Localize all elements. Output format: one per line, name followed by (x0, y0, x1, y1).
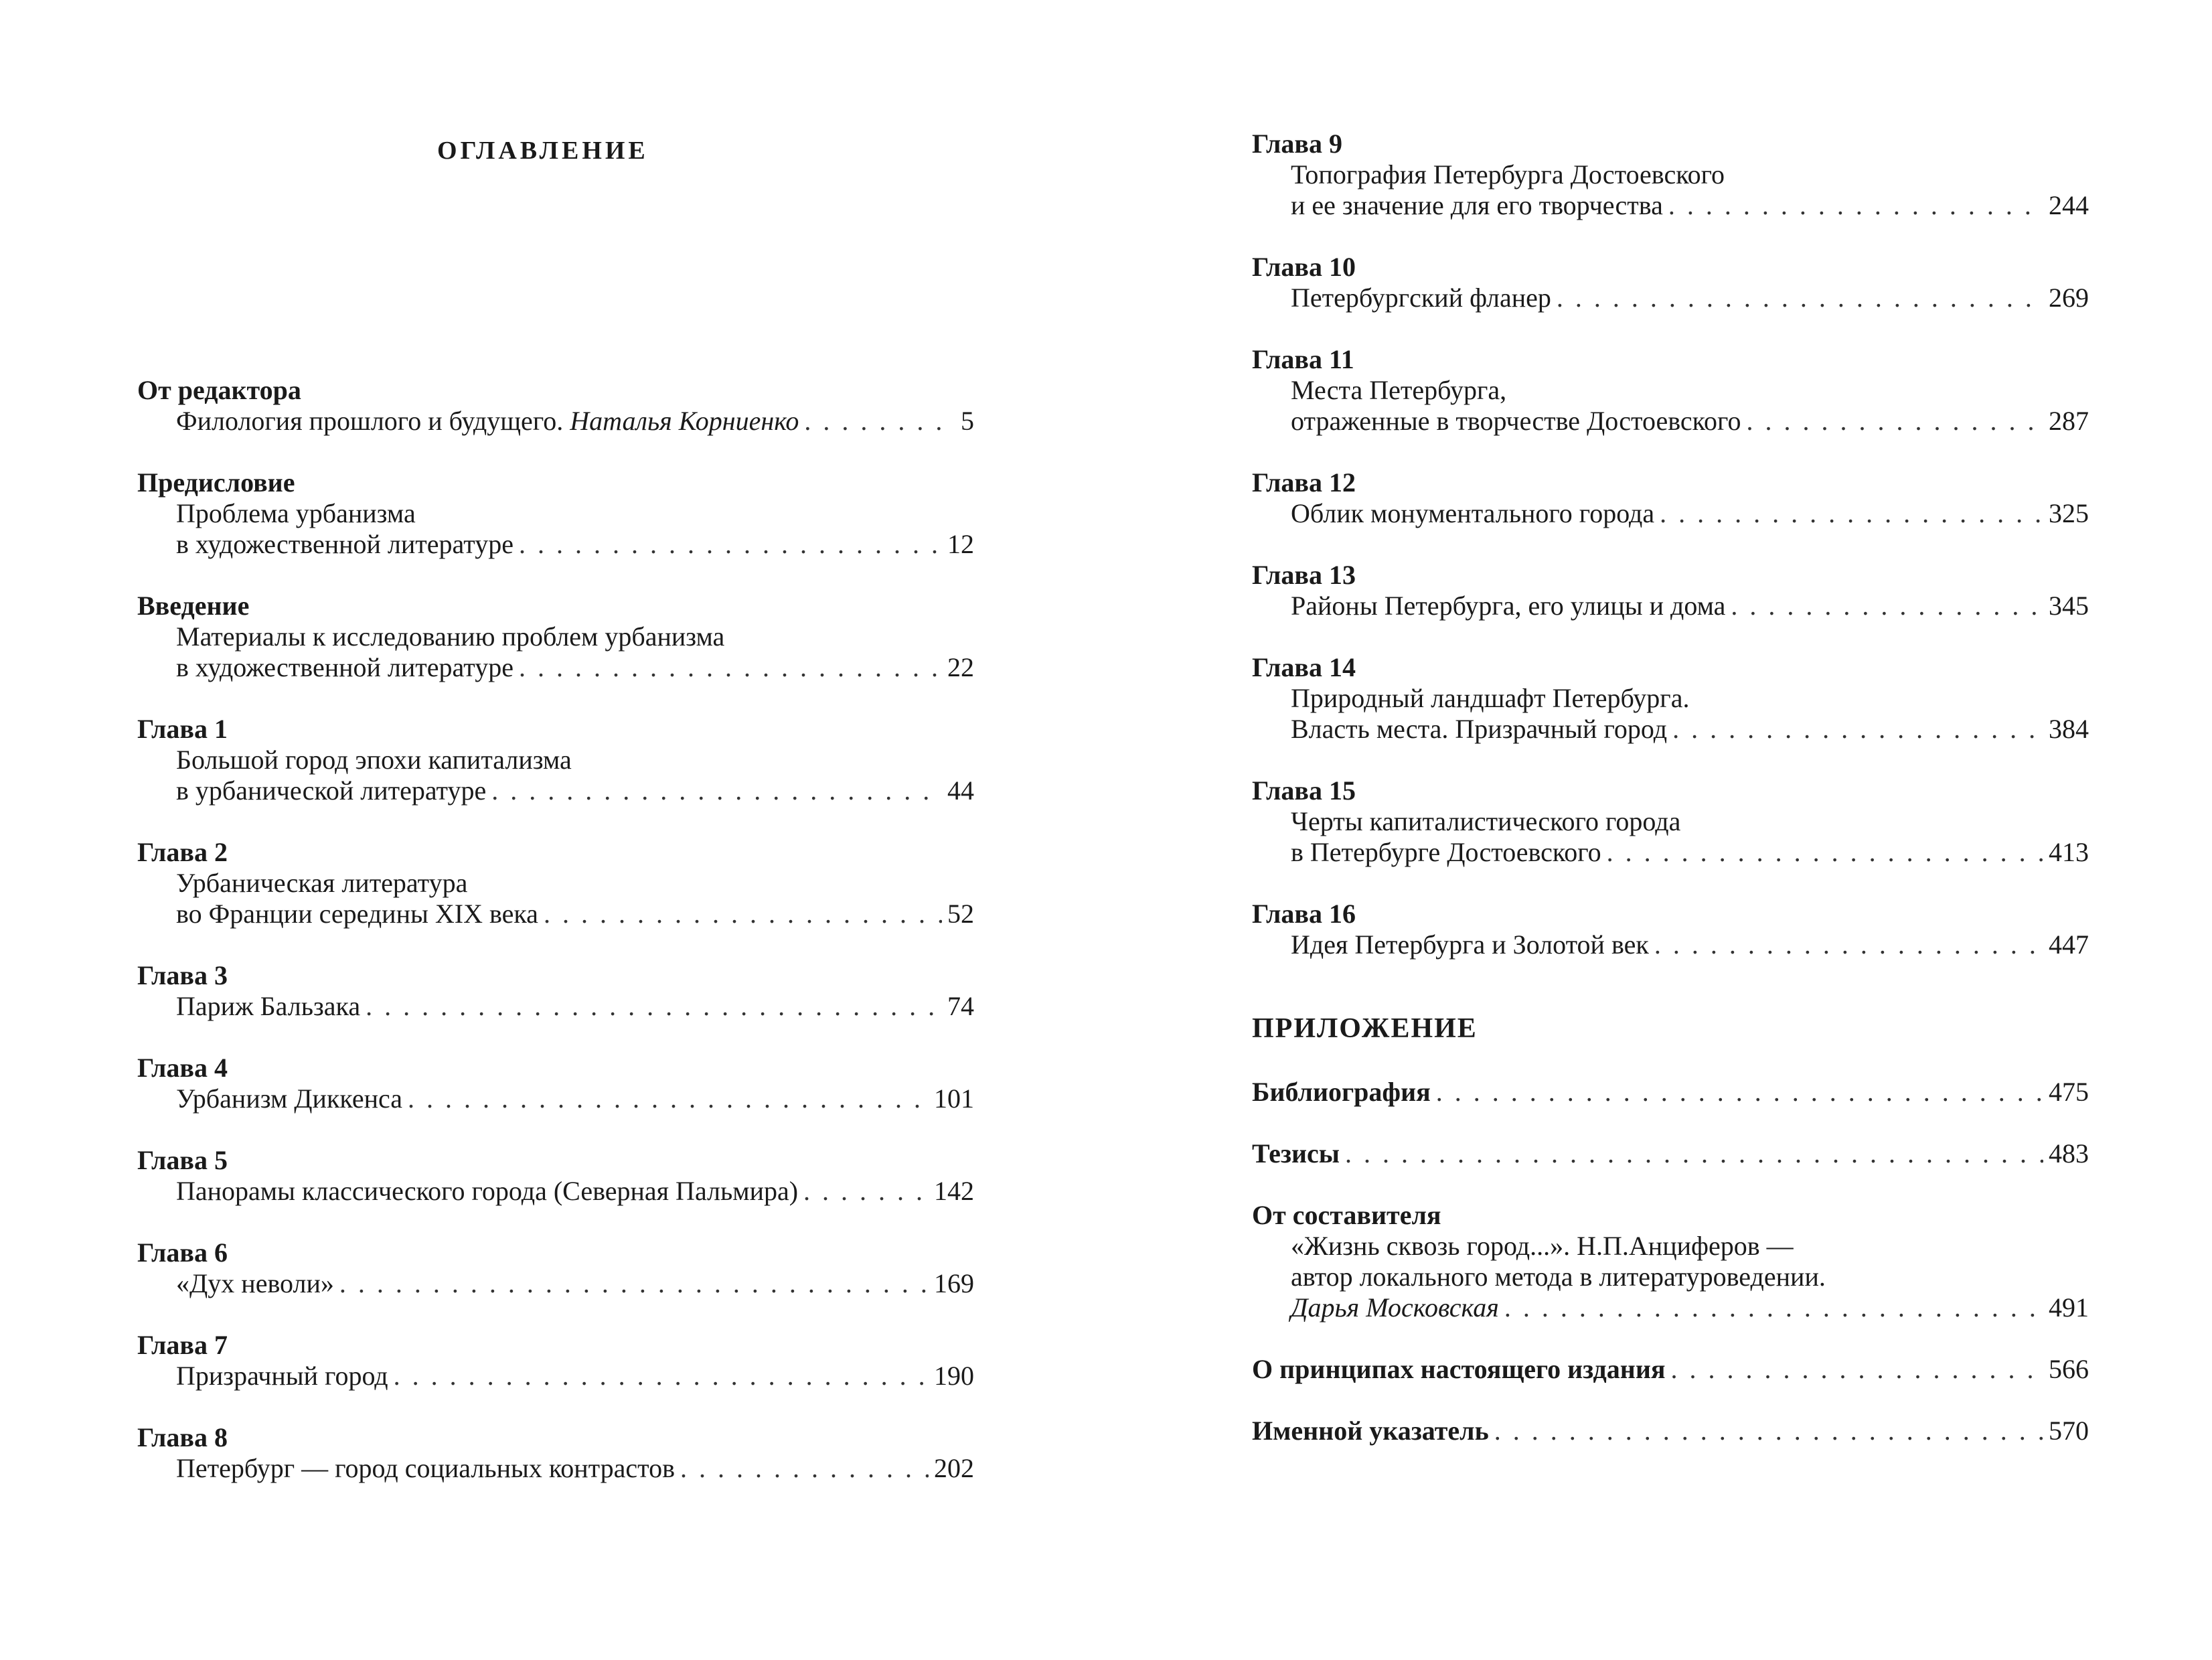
dot-leader (394, 1361, 929, 1391)
entry-line (1252, 591, 2089, 621)
entry-title: Черты капиталистического города (1291, 806, 1681, 836)
entry-heading: Глава 11 (1252, 344, 1354, 374)
entry-heading: О принципах настоящего издания (1252, 1354, 1666, 1384)
toc-entry-chapter-7[interactable] (137, 1330, 974, 1391)
toc-entry-chapter-6[interactable] (137, 1237, 974, 1299)
entry-title: в Петербурге Достоевского (1291, 837, 1601, 867)
entry-title: в урбанической литературе (176, 775, 487, 806)
entry-heading: Глава 1 (137, 714, 228, 744)
dot-leader (1660, 498, 2043, 529)
entry-line (1252, 283, 2089, 313)
toc-entry-index[interactable] (1252, 1416, 2089, 1446)
toc-entry-chapter-10[interactable] (1252, 252, 2089, 313)
toc-entry-chapter-2[interactable] (137, 837, 974, 929)
dot-leader (1607, 837, 2043, 868)
page-number: 44 (947, 775, 974, 806)
page-number: 12 (947, 529, 974, 559)
entry-heading: Библиография (1252, 1077, 1431, 1107)
entry-heading: Глава 13 (1252, 560, 1356, 590)
toc-entry-chapter-12[interactable] (1252, 467, 2089, 529)
page-number: 447 (2049, 929, 2089, 960)
entry-title: «Жизнь сквозь город...». Н.П.Анциферов — (1291, 1231, 1794, 1261)
entry-author: Дарья Московская (1291, 1292, 1499, 1323)
entry-title: «Дух неволи» (176, 1268, 334, 1298)
toc-entry-chapter-1[interactable] (137, 714, 974, 806)
entry-line (137, 1083, 974, 1114)
entry-title: Места Петербурга, (1291, 375, 1507, 405)
entry-line (1252, 190, 2089, 221)
entry-heading: Глава 7 (137, 1330, 228, 1360)
toc-entry-chapter-8[interactable] (137, 1422, 974, 1484)
entry-heading: Глава 14 (1252, 652, 1356, 682)
entry-title: Петербургский фланер (1291, 283, 1551, 313)
entry-heading: От составителя (1252, 1200, 1441, 1230)
entry-title: отраженные в творчестве Достоевского (1291, 406, 1741, 436)
dot-leader (1672, 714, 2043, 745)
entry-heading: Глава 9 (1252, 129, 1342, 159)
toc-entry-theses[interactable] (1252, 1138, 2089, 1169)
entry-title: Власть места. Призрачный город (1291, 714, 1668, 744)
entry-heading: Глава 8 (137, 1422, 228, 1452)
entry-line (1252, 1354, 2089, 1385)
entry-heading: Глава 10 (1252, 252, 1356, 282)
dot-leader (366, 991, 942, 1022)
entry-title: автор локального метода в литературоведении. (1291, 1262, 1826, 1292)
entry-line (1252, 714, 2089, 745)
toc-entry-chapter-3[interactable] (137, 960, 974, 1022)
entry-title: и ее значение для его творчества (1291, 190, 1663, 220)
entry-heading: Именной указатель (1252, 1416, 1489, 1446)
page-number: 491 (2049, 1292, 2089, 1323)
entry-heading: Предисловие (137, 467, 295, 498)
page-number: 101 (934, 1083, 974, 1114)
entry-title: Идея Петербурга и Золотой век (1291, 929, 1649, 960)
entry-line (1252, 498, 2089, 529)
dot-leader (1654, 929, 2043, 960)
entry-line (137, 1453, 974, 1484)
entry-title: Проблема урбанизма (176, 498, 416, 528)
page-number: 287 (2049, 406, 2089, 436)
toc-entry-compiler[interactable] (1252, 1200, 2089, 1323)
entry-line (1252, 837, 2089, 868)
entry-line (1252, 1292, 2089, 1323)
toc-entry-chapter-11[interactable] (1252, 344, 2089, 437)
entry-heading: От редактора (137, 375, 301, 405)
toc-title: оглавление (437, 127, 649, 167)
entry-heading: Глава 2 (137, 837, 228, 867)
entry-line (137, 529, 974, 560)
toc-entry-chapter-14[interactable] (1252, 652, 2089, 745)
dot-leader (544, 899, 942, 929)
toc-entry-chapter-16[interactable] (1252, 899, 2089, 960)
entry-title: Филология прошлого и будущего. (176, 406, 564, 436)
dot-leader (491, 775, 942, 806)
entry-heading: Глава 15 (1252, 775, 1356, 806)
toc-entry-chapter-4[interactable] (137, 1053, 974, 1114)
entry-heading: Глава 16 (1252, 899, 1356, 929)
toc-entry-chapter-9[interactable] (1252, 129, 2089, 221)
page-number: 142 (934, 1176, 974, 1206)
dot-leader (408, 1083, 929, 1114)
entry-title: Париж Бальзака (176, 991, 361, 1021)
entry-heading: Введение (137, 591, 250, 621)
entry-line (137, 652, 974, 683)
page-number: 244 (2049, 190, 2089, 220)
dot-leader (1671, 1354, 2044, 1385)
entry-heading: Глава 3 (137, 960, 228, 990)
dot-leader (1746, 406, 2043, 437)
dot-leader (1436, 1077, 2043, 1108)
entry-heading: Тезисы (1252, 1138, 1340, 1168)
entry-line (137, 406, 974, 437)
entry-line (1252, 1416, 2089, 1446)
toc-entry-chapter-13[interactable] (1252, 560, 2089, 621)
toc-entry-preface[interactable] (137, 467, 974, 560)
entry-line (1252, 1077, 2089, 1108)
toc-entry-principles[interactable] (1252, 1354, 2089, 1385)
appendix-title: ПРИЛОЖЕНИЕ (1252, 1013, 1478, 1044)
entry-title: Топография Петербурга Достоевского (1291, 159, 1725, 190)
entry-title: Урбанизм Диккенса (176, 1083, 402, 1114)
entry-line (137, 775, 974, 806)
page-number: 475 (2049, 1077, 2089, 1107)
dot-leader (1557, 283, 2043, 313)
entry-title: в художественной литературе (176, 652, 514, 682)
entry-title: Большой город эпохи капитализма (176, 745, 572, 775)
page-number: 202 (934, 1453, 974, 1483)
dot-leader (519, 529, 942, 560)
dot-leader (1668, 190, 2043, 221)
entry-title: Материалы к исследованию проблем урбанизма (176, 621, 725, 652)
entry-heading: Глава 4 (137, 1053, 228, 1083)
dot-leader (1494, 1416, 2043, 1446)
entry-line (137, 899, 974, 929)
page-number: 413 (2049, 837, 2089, 867)
entry-title: Панорамы классического города (Северная Пальмира) (176, 1176, 799, 1206)
toc-entry-editor[interactable] (137, 375, 974, 437)
entry-heading: Глава 6 (137, 1237, 228, 1268)
entry-title: в художественной литературе (176, 529, 514, 559)
page-number: 483 (2049, 1138, 2089, 1168)
page-number: 74 (947, 991, 974, 1021)
entry-line (137, 991, 974, 1022)
page-number: 22 (947, 652, 974, 682)
entry-line (137, 1361, 974, 1391)
dot-leader (1504, 1292, 2043, 1323)
dot-leader (1345, 1138, 2043, 1169)
dot-leader (339, 1268, 929, 1299)
entry-line (137, 1176, 974, 1207)
dot-leader (519, 652, 942, 683)
entry-author: Наталья Корниенко (570, 406, 799, 436)
entry-title: Петербург — город социальных контрастов (176, 1453, 675, 1483)
page-number: 169 (934, 1268, 974, 1298)
dot-leader (1731, 591, 2043, 621)
entry-title: Урбаническая литература (176, 868, 468, 898)
entry-line (1252, 929, 2089, 960)
toc-entry-chapter-15[interactable] (1252, 775, 2089, 868)
dot-leader (680, 1453, 929, 1484)
entry-heading: Глава 12 (1252, 467, 1356, 498)
entry-title: Природный ландшафт Петербурга. (1291, 683, 1690, 713)
page-number: 345 (2049, 591, 2089, 621)
toc-entry-chapter-5[interactable] (137, 1145, 974, 1207)
page-number: 5 (961, 406, 974, 436)
entry-line (1252, 1138, 2089, 1169)
toc-entry-intro[interactable] (137, 591, 974, 683)
entry-line (1252, 406, 2089, 437)
page-number: 325 (2049, 498, 2089, 528)
dot-leader (804, 406, 955, 437)
page-number: 190 (934, 1361, 974, 1391)
entry-title: во Франции середины XIX века (176, 899, 538, 929)
entry-title: Облик монументального города (1291, 498, 1655, 528)
entry-title: Районы Петербурга, его улицы и дома (1291, 591, 1726, 621)
page-number: 384 (2049, 714, 2089, 744)
entry-heading: Глава 5 (137, 1145, 228, 1175)
page-number: 570 (2049, 1416, 2089, 1446)
page-number: 566 (2049, 1354, 2089, 1384)
dot-leader (803, 1176, 929, 1207)
entry-line (137, 1268, 974, 1299)
page-number: 52 (947, 899, 974, 929)
entry-title: Призрачный город (176, 1361, 388, 1391)
toc-entry-bibliography[interactable] (1252, 1077, 2089, 1108)
page-number: 269 (2049, 283, 2089, 313)
